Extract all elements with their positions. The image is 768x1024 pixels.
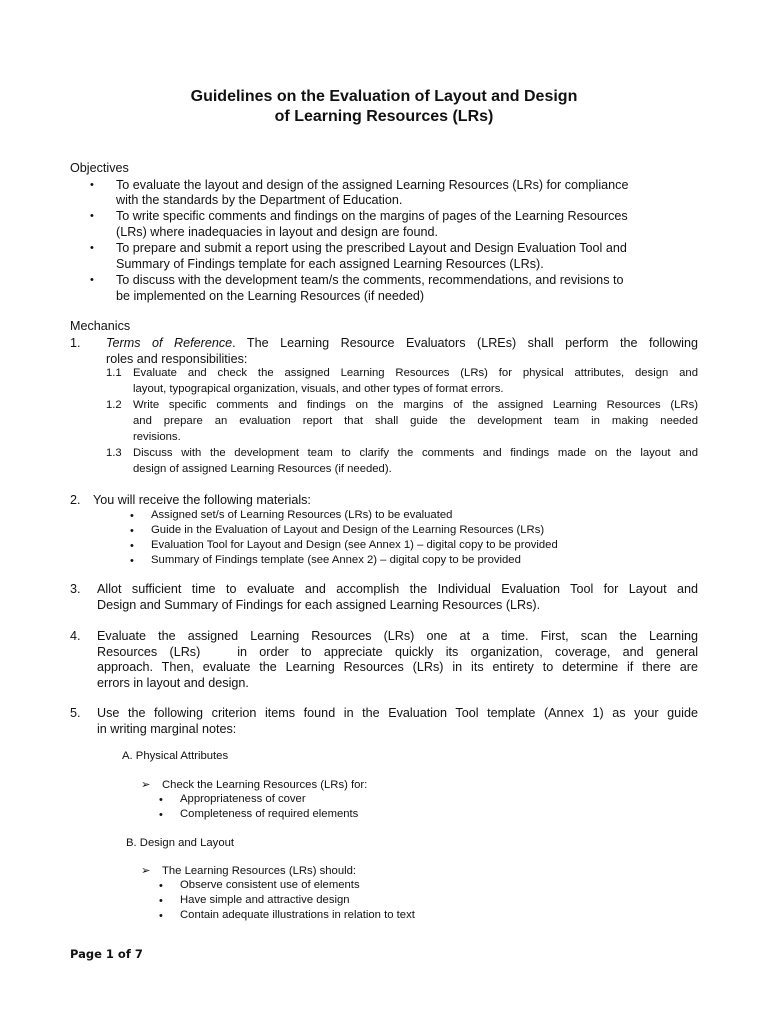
bullet-icon: • [130, 510, 134, 522]
material-1: Assigned set/s of Learning Resources (LRs) to be evaluated [151, 509, 453, 521]
sub-1-1-line-1: Evaluate and check the assigned Learning Resources (LRs) for physical attributes, design and [133, 367, 698, 379]
material-3: Evaluation Tool for Layout and Design (see Annex 1) – digital copy to be provided [151, 539, 558, 551]
objective-2-line-2: (LRs) where inadequacies in layout and design are found. [116, 225, 439, 239]
terms-of-reference: Terms of Reference [106, 336, 233, 350]
sub-1-3-line-2: design of assigned Learning Resources (if needed). [133, 463, 392, 475]
section-b-intro: The Learning Resources (LRs) should: [162, 865, 357, 877]
section-b-point-2: Have simple and attractive design [180, 894, 350, 906]
sub-1-2-line-2: and prepare an evaluation report that shall guide the development team in making needed [133, 415, 698, 427]
section-b-point-3: Contain adequate illustrations in relation to text [180, 909, 415, 921]
sub-1-3-number: 1.3 [106, 447, 122, 459]
sub-1-2-number: 1.2 [106, 399, 122, 411]
objectives-heading: Objectives [70, 161, 129, 175]
bullet-icon: • [130, 540, 134, 552]
section-b-label: B. Design and Layout [126, 837, 235, 849]
bullet-icon: • [90, 274, 94, 286]
item-4-line-3: approach. Then, evaluate the Learning Resources (LRs) in its entirety to determine if there are [97, 660, 698, 674]
item-1-number: 1. [70, 336, 81, 350]
item-2-text: You will receive the following materials: [93, 493, 311, 507]
item-5-line-2: in writing marginal notes: [97, 722, 237, 736]
material-4: Summary of Findings template (see Annex 2) – digital copy to be provided [151, 554, 521, 566]
bullet-icon: • [130, 525, 134, 537]
item-3-line-2: Design and Summary of Findings for each assigned Learning Resources (LRs). [97, 598, 541, 612]
mechanics-heading: Mechanics [70, 319, 131, 333]
page-number: Page 1 of 7 [70, 947, 143, 961]
sub-1-1-number: 1.1 [106, 367, 122, 379]
item-4-line-1: Evaluate the assigned Learning Resources (LRs) one at a time. First, scan the Learning [97, 629, 698, 643]
objective-3-line-1: To prepare and submit a report using the prescribed Layout and Design Evaluation Tool and [116, 241, 627, 255]
arrow-bullet-icon: ➢ [141, 779, 151, 791]
section-a-label: A. Physical Attributes [122, 750, 229, 762]
bullet-icon: • [159, 895, 163, 907]
sub-1-2-line-3: revisions. [133, 431, 181, 443]
item-1-line-1-rest: . The Learning Resource Evaluators (LREs) shall perform the following [232, 336, 698, 350]
objective-4-line-1: To discuss with the development team/s the comments, recommendations, and revisions to [116, 273, 624, 287]
objective-2-line-1: To write specific comments and findings on the margins of pages of the Learning Resources [116, 209, 628, 223]
bullet-icon: • [90, 179, 94, 191]
item-1-line-2: roles and responsibilities: [106, 352, 248, 366]
item-3-number: 3. [70, 582, 81, 596]
title-line-1: Guidelines on the Evaluation of Layout and Design [190, 88, 578, 105]
item-5-line-1: Use the following criterion items found in the Evaluation Tool template (Annex 1) as your guide [97, 706, 698, 720]
section-b-point-1: Observe consistent use of elements [180, 879, 360, 891]
section-a-point-1: Appropriateness of cover [180, 793, 306, 805]
item-2-number: 2. [70, 493, 81, 507]
item-5-number: 5. [70, 706, 81, 720]
objective-1-line-2: with the standards by the Department of Education. [116, 193, 403, 207]
item-1-line-1 [106, 335, 698, 351]
bullet-icon: • [159, 910, 163, 922]
sub-1-3-line-1: Discuss with the development team to clarify the comments and findings made on the layout and [133, 447, 698, 459]
objective-4-line-2: be implemented on the Learning Resources (if needed) [116, 289, 425, 303]
objective-1-line-1: To evaluate the layout and design of the assigned Learning Resources (LRs) for compliance [116, 178, 629, 192]
item-3-line-1: Allot sufficient time to evaluate and accomplish the Individual Evaluation Tool for Layout and [97, 582, 698, 596]
bullet-icon: • [90, 242, 94, 254]
bullet-icon: • [159, 880, 163, 892]
sub-1-1-line-2: layout, typograpical organization, visuals, and other types of format errors. [133, 383, 504, 395]
bullet-icon: • [130, 555, 134, 567]
material-2: Guide in the Evaluation of Layout and Design of the Learning Resources (LRs) [151, 524, 545, 536]
bullet-icon: • [159, 794, 163, 806]
arrow-bullet-icon: ➢ [141, 865, 151, 877]
bullet-icon: • [159, 809, 163, 821]
item-4-number: 4. [70, 629, 81, 643]
item-4-line-4: errors in layout and design. [97, 676, 249, 690]
title-line-2: of Learning Resources (LRs) [274, 108, 494, 125]
bullet-icon: • [90, 210, 94, 222]
item-4-line-2: Resources (LRs) in order to appreciate quickly its organization, coverage, and general [97, 645, 698, 659]
sub-1-2-line-1: Write specific comments and findings on the margins of the assigned Learning Resources (LRs) [133, 399, 698, 411]
section-a-point-2: Completeness of required elements [180, 808, 359, 820]
section-a-intro: Check the Learning Resources (LRs) for: [162, 779, 368, 791]
objective-3-line-2: Summary of Findings template for each assigned Learning Resources (LRs). [116, 257, 544, 271]
